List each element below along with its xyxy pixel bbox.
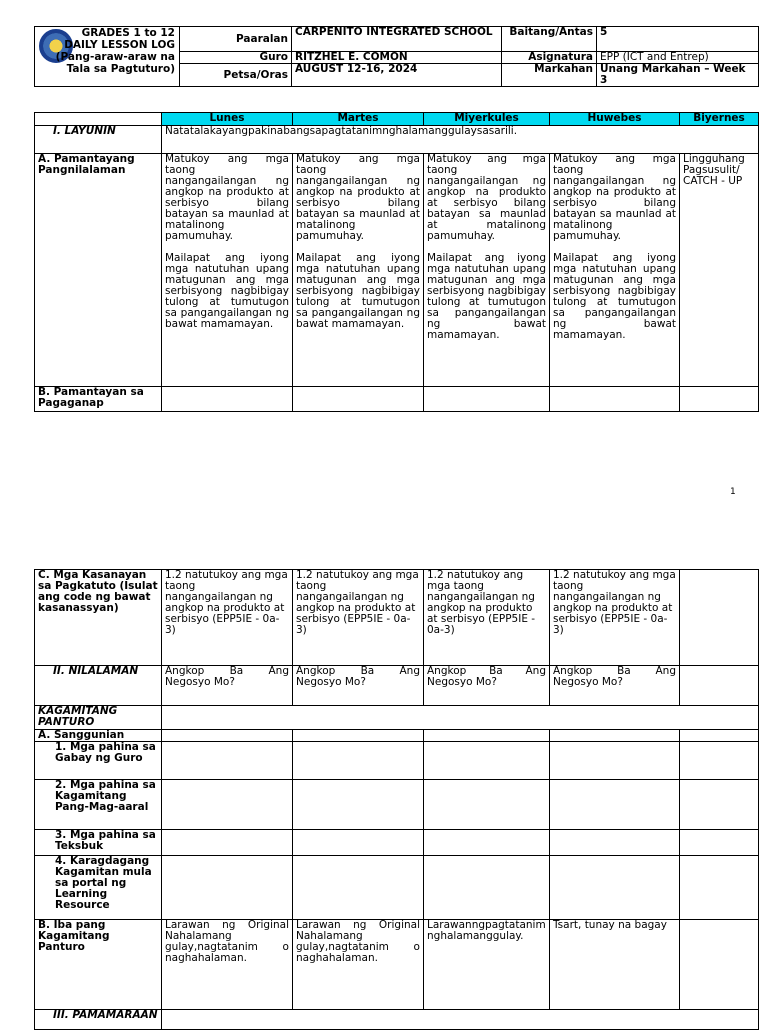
dll-title bbox=[35, 27, 180, 87]
teksbuk-label: 3. Mga pahina sa Teksbuk bbox=[35, 830, 162, 856]
layunin-label: I. LAYUNIN bbox=[35, 126, 162, 154]
gabay-label: 1. Mga pahina sa Gabay ng Guro bbox=[35, 742, 162, 780]
petsa-label: Petsa/Oras bbox=[180, 64, 292, 87]
day-martes: Martes bbox=[293, 113, 424, 126]
nilalaman-martes: Angkop Ba Ang Negosyo Mo? bbox=[293, 666, 424, 706]
pamantayang-miyerkules bbox=[424, 154, 550, 387]
content-p2: Mailapat ang iyong mga natutuhan upang matugunan ang mga serbisyong nagbibigay tulong at tumutugon sa pangangailangan ng bawat mamamayan. bbox=[296, 252, 420, 330]
pamantayang-martes bbox=[293, 154, 424, 387]
markahan-label: Markahan bbox=[502, 64, 597, 87]
header-table bbox=[34, 26, 759, 87]
empty-cell bbox=[680, 570, 759, 666]
iba-label: B. Iba pang Kagamitang Panturo bbox=[35, 920, 162, 1010]
pamamaraan-label: III. PAMAMARAAN bbox=[35, 1010, 162, 1030]
day-biyernes: Biyernes bbox=[680, 113, 759, 126]
baitang-label: Baitang/Antas bbox=[502, 27, 597, 52]
empty-cell bbox=[424, 830, 550, 856]
nilalaman-lunes: Angkop Ba Ang Negosyo Mo? bbox=[162, 666, 293, 706]
content-p2: Mailapat ang iyong mga natutuhan upang matugunan ang mga serbisyong nagbibigay tulong at tumutugon sa pangangailangan ng bawat mamamayan. bbox=[553, 252, 676, 341]
empty-cell bbox=[550, 742, 680, 780]
empty-cell bbox=[424, 780, 550, 830]
empty-cell bbox=[424, 742, 550, 780]
guro-label: Guro bbox=[180, 52, 292, 64]
iba-miyerkules: Larawanngpagtatanimnghalamanggulay. bbox=[424, 920, 550, 1010]
nilalaman-miyerkules: Angkop Ba Ang Negosyo Mo? bbox=[424, 666, 550, 706]
content-p1: Matukoy ang mga taong nangangailangan ng angkop na produkto at serbisyo bilang batayan sa maunlad at matalinong pamumuhay. bbox=[165, 153, 289, 242]
empty-cell bbox=[680, 920, 759, 1010]
empty-cell bbox=[162, 780, 293, 830]
asignatura-value: EPP (ICT and Entrep) bbox=[597, 52, 759, 64]
title-line-3: (Pang-araw-araw na bbox=[55, 51, 175, 63]
empty-cell bbox=[293, 856, 424, 920]
empty-cell bbox=[162, 730, 293, 742]
kasanayan-martes: 1.2 natutukoy ang mga taong nangangailangan ng angkop na produkto at serbisyo (EPP5IE - 0a-3) bbox=[293, 570, 424, 666]
corner-cell bbox=[35, 113, 162, 126]
empty-cell bbox=[550, 830, 680, 856]
empty-cell bbox=[162, 742, 293, 780]
layunin-text: Natatalakayangpakinabangsapagtatanimnghalamanggulaysasarili. bbox=[162, 126, 759, 154]
empty-cell bbox=[293, 780, 424, 830]
iba-huwebes: Tsart, tunay na bagay bbox=[550, 920, 680, 1010]
karagdagang-label: 4. Karagdagang Kagamitan mula sa portal ng Learning Resource bbox=[35, 856, 162, 920]
day-miyerkules: Miyerkules bbox=[424, 113, 550, 126]
empty-cell bbox=[162, 387, 293, 412]
empty-cell bbox=[162, 830, 293, 856]
nilalaman-huwebes: Angkop Ba Ang Negosyo Mo? bbox=[550, 666, 680, 706]
pamantayang-biyernes: Lingguhang Pagsusulit/ CATCH - UP bbox=[680, 154, 759, 387]
kasanayan-lunes: 1.2 natutukoy ang mga taong nangangailangan ng angkop na produkto at serbisyo (EPP5IE - 0a-3) bbox=[162, 570, 293, 666]
empty-cell bbox=[293, 387, 424, 412]
empty-cell bbox=[162, 1010, 759, 1030]
empty-cell bbox=[550, 856, 680, 920]
page-number: 1 bbox=[730, 487, 736, 497]
content-p2: Mailapat ang iyong mga natutuhan upang matugunan ang mga serbisyong nagbibigay tulong at tumutugon sa pangangailangan ng bawat mamamayan. bbox=[427, 252, 546, 341]
day-lunes: Lunes bbox=[162, 113, 293, 126]
empty-cell bbox=[162, 706, 759, 730]
empty-cell bbox=[424, 856, 550, 920]
markahan-value: Unang Markahan – Week 3 bbox=[597, 64, 759, 87]
petsa-value: AUGUST 12-16, 2024 bbox=[292, 64, 502, 87]
lesson-table-1 bbox=[34, 112, 759, 412]
empty-cell bbox=[680, 856, 759, 920]
title-line-4: Tala sa Pagtuturo) bbox=[66, 63, 175, 75]
iba-martes: Larawan ng Original Nahalamang gulay,nagtatanim o naghahalaman. bbox=[293, 920, 424, 1010]
asignatura-label: Asignatura bbox=[502, 52, 597, 64]
nilalaman-label: II. NILALAMAN bbox=[35, 666, 162, 706]
empty-cell bbox=[293, 742, 424, 780]
kagamitang-label: 2. Mga pahina sa Kagamitang Pang-Mag-aaral bbox=[35, 780, 162, 830]
day-huwebes: Huwebes bbox=[550, 113, 680, 126]
day-header-row bbox=[35, 113, 759, 126]
paaralan-label: Paaralan bbox=[180, 27, 292, 52]
empty-cell bbox=[550, 387, 680, 412]
pagganap-label: B. Pamantayan sa Pagaganap bbox=[35, 387, 162, 412]
kasanayan-huwebes: 1.2 natutukoy ang mga taong nangangailangan ng angkop na produkto at serbisyo (EPP5IE - 0a-3) bbox=[550, 570, 680, 666]
empty-cell bbox=[680, 730, 759, 742]
empty-cell bbox=[680, 666, 759, 706]
content-p2: Mailapat ang iyong mga natutuhan upang matugunan ang mga serbisyong nagbibigay tulong at tumutugon sa pangangailangan ng bawat mamamayan. bbox=[165, 252, 289, 330]
baitang-value: 5 bbox=[597, 27, 759, 52]
content-p1: Matukoy ang mga taong nangangailangan ng angkop na produkto at serbisyo bilang batayan sa maunlad at matalinong pamumuhay. bbox=[427, 153, 546, 242]
kagamitan-label: KAGAMITANG PANTURO bbox=[35, 706, 162, 730]
pamantayang-huwebes bbox=[550, 154, 680, 387]
empty-cell bbox=[680, 780, 759, 830]
content-p1: Matukoy ang mga taong nangangailangan ng angkop na produkto at serbisyo bilang batayan sa maunlad at matalinong pamumuhay. bbox=[296, 153, 420, 242]
empty-cell bbox=[162, 856, 293, 920]
pamantayang-label: A. Pamantayang Pangnilalaman bbox=[35, 154, 162, 387]
empty-cell bbox=[550, 730, 680, 742]
empty-cell bbox=[680, 387, 759, 412]
title-line-1: GRADES 1 to 12 bbox=[81, 27, 175, 39]
empty-cell bbox=[680, 830, 759, 856]
empty-cell bbox=[293, 830, 424, 856]
empty-cell bbox=[424, 387, 550, 412]
empty-cell bbox=[424, 730, 550, 742]
sanggunian-label: A. Sanggunian bbox=[35, 730, 162, 742]
guro-value: RITZHEL E. COMON bbox=[292, 52, 502, 64]
empty-cell bbox=[550, 780, 680, 830]
iba-lunes: Larawan ng Original Nahalamang gulay,nagtatanim o naghahalaman. bbox=[162, 920, 293, 1010]
kasanayan-label: C. Mga Kasanayan sa Pagkatuto (Isulat ang code ng bawat kasanassyan) bbox=[35, 570, 162, 666]
title-line-2: DAILY LESSON LOG bbox=[64, 39, 175, 51]
empty-cell bbox=[293, 730, 424, 742]
empty-cell bbox=[680, 742, 759, 780]
pamantayang-lunes bbox=[162, 154, 293, 387]
lesson-table-2 bbox=[34, 569, 759, 1030]
kasanayan-miyerkules: 1.2 natutukoy ang mga taong nangangailangan ng angkop na produkto at serbisyo (EPP5IE - 0a-3) bbox=[424, 570, 550, 666]
content-p1: Matukoy ang mga taong nangangailangan ng angkop na produkto at serbisyo bilang batayan sa maunlad at matalinong pamumuhay. bbox=[553, 153, 676, 242]
paaralan-value: CARPENITO INTEGRATED SCHOOL bbox=[292, 27, 502, 52]
